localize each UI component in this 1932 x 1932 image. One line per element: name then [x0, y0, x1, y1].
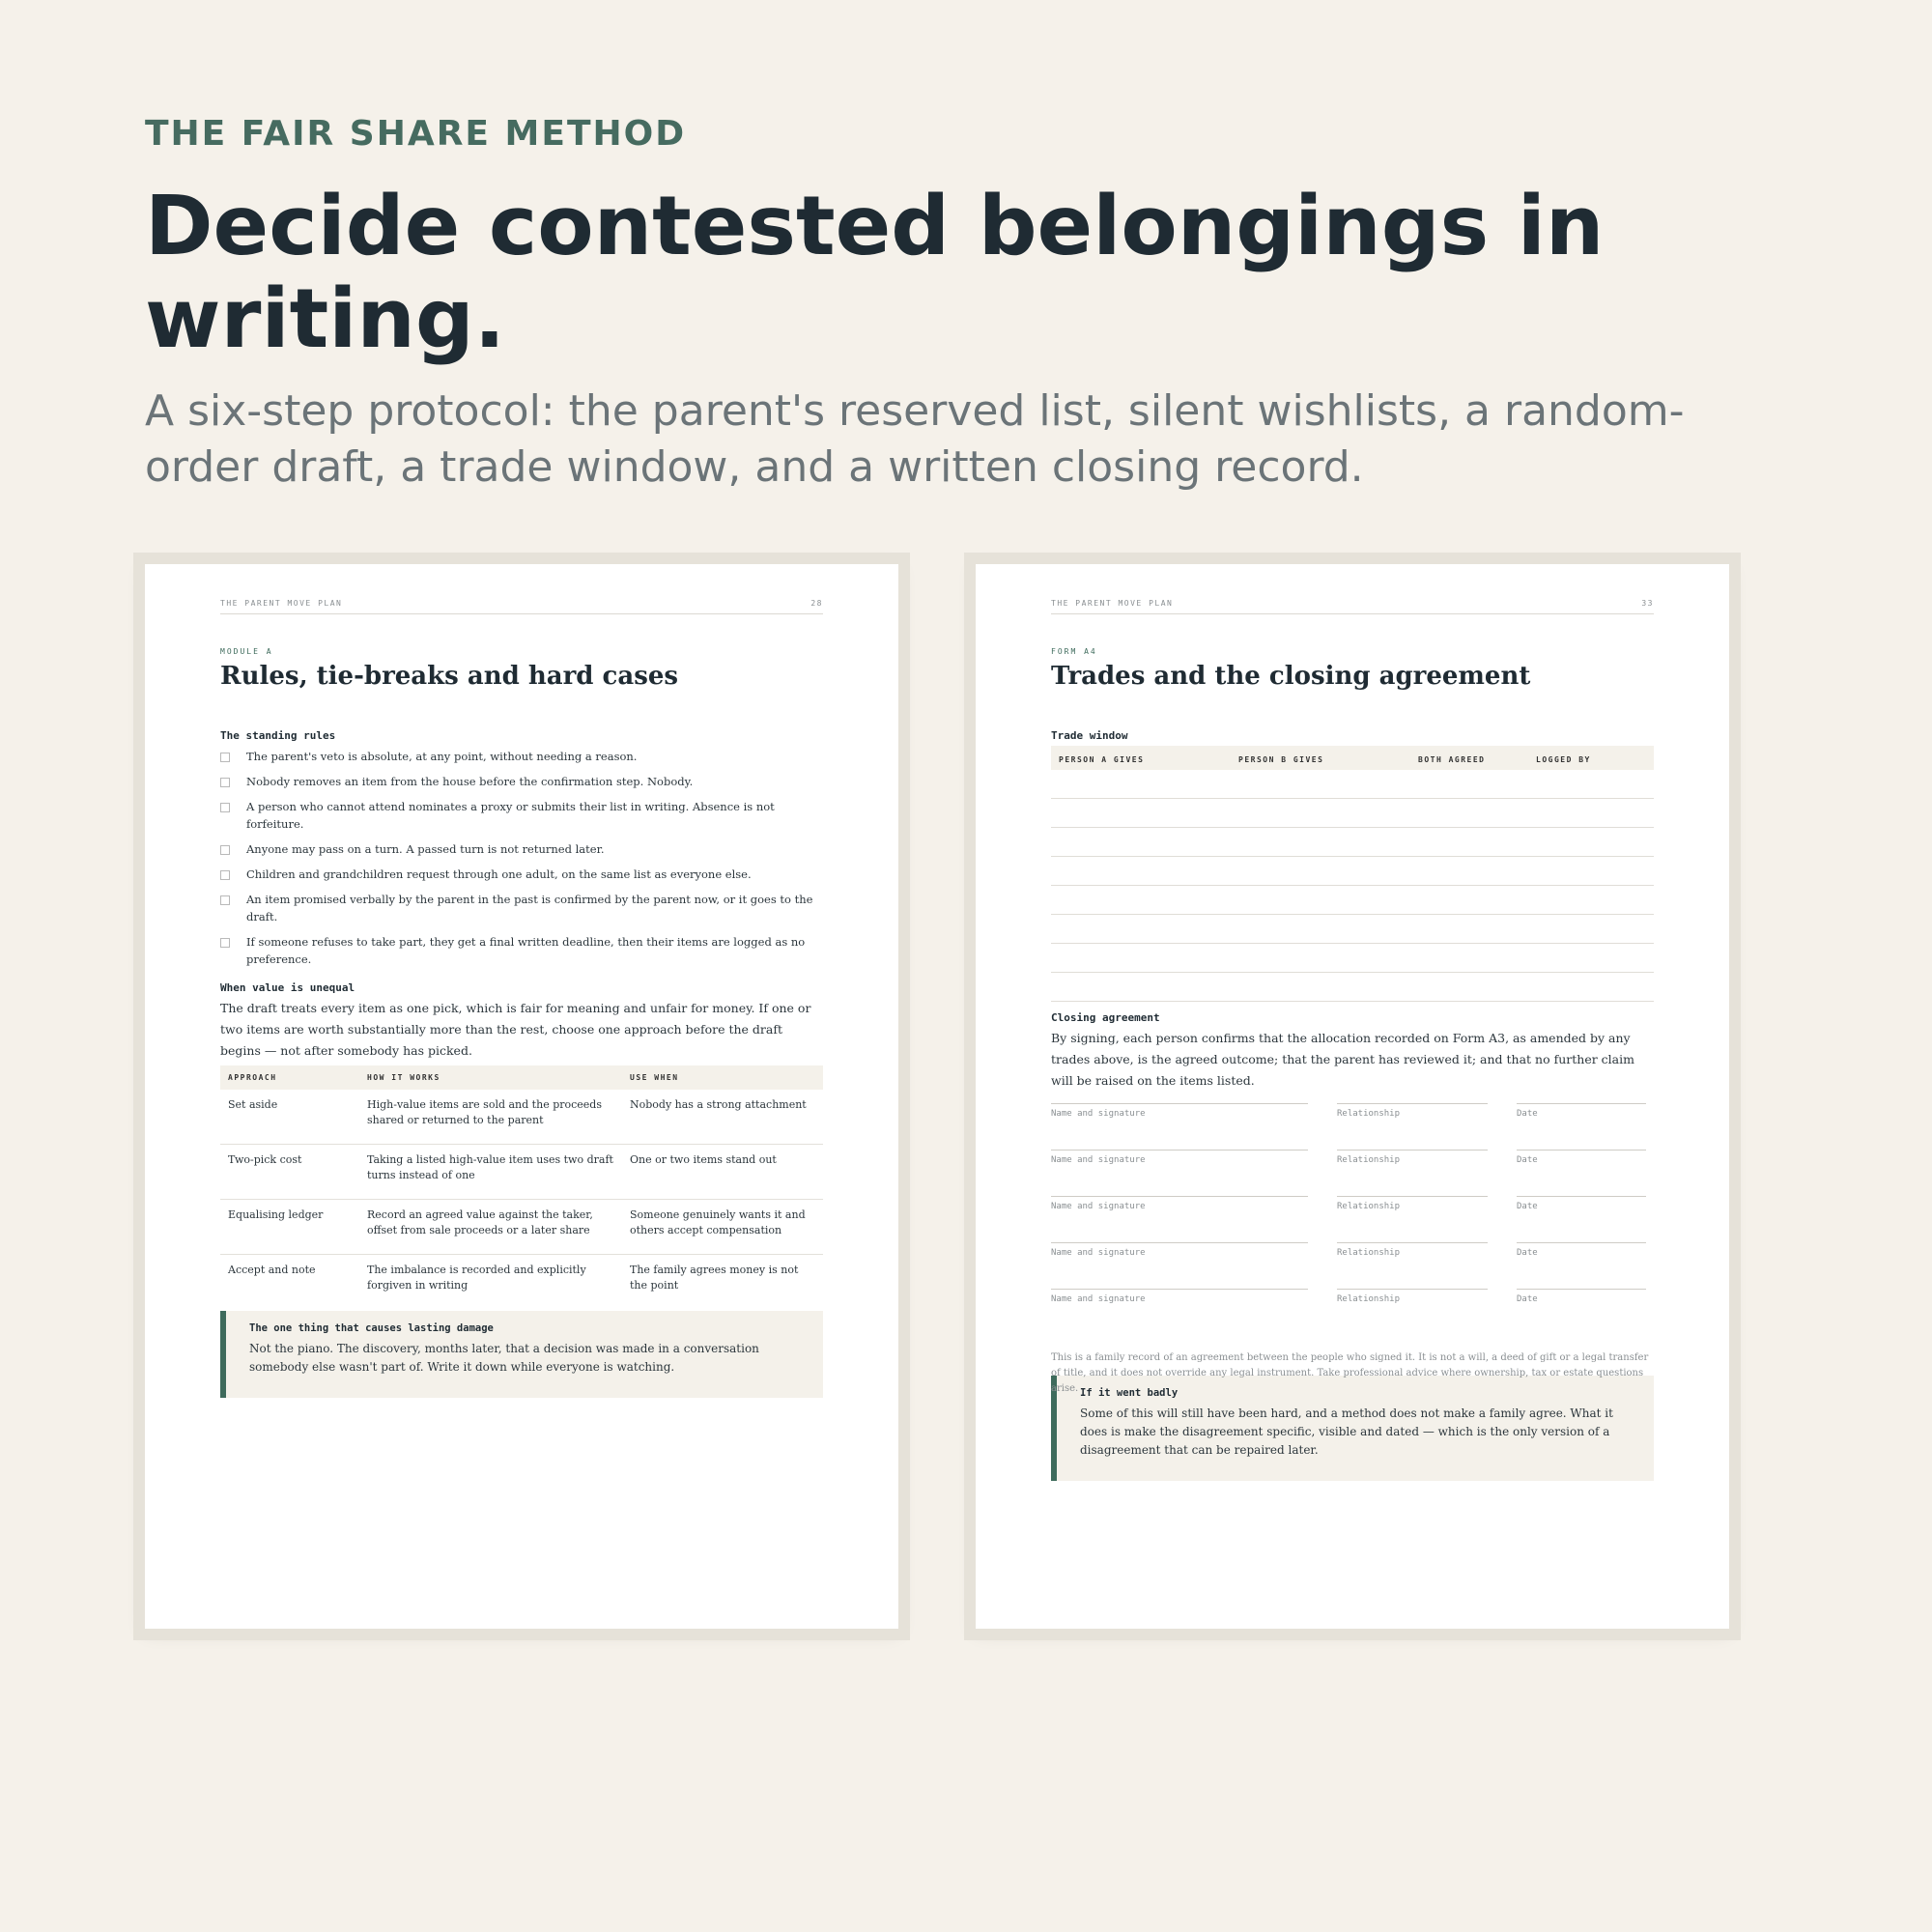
rules-heading: The standing rules: [220, 729, 336, 742]
blank-entry-line[interactable]: [1051, 857, 1654, 886]
table-row[interactable]: [1051, 799, 1654, 828]
date-field[interactable]: Date: [1517, 1289, 1646, 1335]
callout-box: [1051, 1376, 1654, 1481]
checkbox-icon[interactable]: [220, 895, 230, 905]
table-row: [220, 1090, 823, 1145]
table-cell: Equalising ledger: [220, 1200, 359, 1255]
table-row[interactable]: [1051, 828, 1654, 857]
form-kicker: FORM A4: [1051, 647, 1097, 656]
running-head: [1051, 599, 1654, 614]
table-cell: High-value items are sold and the proceeds shared or returned to the parent: [359, 1090, 622, 1145]
signature-row[interactable]: [1051, 1196, 1654, 1242]
rule-item[interactable]: [220, 798, 823, 833]
table-header-row: [220, 1065, 823, 1090]
table-row[interactable]: [1051, 857, 1654, 886]
relationship-field[interactable]: Relationship: [1337, 1289, 1488, 1335]
closing-heading: Closing agreement: [1051, 1011, 1160, 1024]
rule-text: A person who cannot attend nominates a proxy or submits their list in writing. Absence is not forfeiture.: [246, 800, 775, 831]
blank-entry-line[interactable]: [1051, 944, 1654, 973]
rule-text: Anyone may pass on a turn. A passed turn is not returned later.: [246, 842, 605, 856]
rule-item[interactable]: [220, 840, 823, 858]
table-cell: Record an agreed value against the taker, offset from sale proceeds or a later share: [359, 1200, 622, 1255]
page-title: Rules, tie-breaks and hard cases: [220, 662, 679, 691]
table-cell: Set aside: [220, 1090, 359, 1145]
blank-entry-line[interactable]: [1051, 828, 1654, 857]
approach-table: [220, 1065, 823, 1309]
right-page: [976, 564, 1729, 1629]
signature-field[interactable]: Name and signature: [1051, 1196, 1308, 1242]
table-cell: The family agrees money is not the point: [630, 1264, 799, 1292]
blank-entry-line[interactable]: [1051, 770, 1654, 799]
checkbox-icon[interactable]: [220, 803, 230, 812]
column-header: USE WHEN: [622, 1065, 823, 1090]
fine-print: This is a family record of an agreement between the people who signed it. It is not a will, a deed of gift or a legal transfer of title, and it does not override any legal instrument. Take professional advice where ownership, tax or estate questions arise.: [1051, 1352, 1649, 1394]
rules-list: [220, 748, 823, 968]
table-row: [220, 1145, 823, 1200]
table-cell: Two-pick cost: [220, 1145, 359, 1200]
running-head: [220, 599, 823, 614]
checkbox-icon[interactable]: [220, 778, 230, 787]
checkbox-icon[interactable]: [220, 870, 230, 880]
date-field[interactable]: Date: [1517, 1196, 1646, 1242]
relationship-field[interactable]: Relationship: [1337, 1103, 1488, 1150]
callout-body: Some of this will still have been hard, and a method does not make a family agree. What it does is make the disagreement specific, visible and dated — which is the only version of a disagreement that can be repaired later.: [1080, 1406, 1613, 1457]
running-head-title: THE PARENT MOVE PLAN: [1051, 599, 1174, 608]
rule-item[interactable]: [220, 933, 823, 968]
relationship-field[interactable]: Relationship: [1337, 1242, 1488, 1289]
rule-text: The parent's veto is absolute, at any point, without needing a reason.: [246, 750, 638, 763]
table-row[interactable]: [1051, 770, 1654, 799]
subhead: A six-step protocol: the parent's reserved list, silent wishlists, a random-order draft, a trade window, and a written closing record.: [145, 386, 1685, 492]
left-page: [145, 564, 898, 1629]
table-row[interactable]: [1051, 886, 1654, 915]
rule-text: An item promised verbally by the parent in the past is confirmed by the parent now, or it goes to the draft.: [246, 893, 813, 923]
value-text: The draft treats every item as one pick, which is fair for meaning and unfair for money. If one or two items are worth substantially more than the rest, choose one approach before the draft begins — not after somebody has picked.: [220, 1001, 811, 1058]
column-header: LOGGED BY: [1528, 746, 1654, 770]
signature-row[interactable]: [1051, 1289, 1654, 1335]
rule-text: Children and grandchildren request through one adult, on the same list as everyone else.: [246, 867, 752, 881]
rule-text: If someone refuses to take part, they get a final written deadline, then their items are logged as no preference.: [246, 935, 806, 966]
closing-text: By signing, each person confirms that the allocation recorded on Form A3, as amended by any trades above, is the agreed outcome; that the parent has reviewed it; and that no further claim will be raised on the items listed.: [1051, 1031, 1634, 1088]
signature-row[interactable]: [1051, 1103, 1654, 1150]
signature-field[interactable]: Name and signature: [1051, 1150, 1308, 1196]
rule-item[interactable]: [220, 748, 823, 765]
checkbox-icon[interactable]: [220, 845, 230, 855]
trade-table: [1051, 746, 1654, 1002]
page-number: 28: [810, 599, 823, 608]
value-heading: When value is unequal: [220, 981, 355, 994]
table-row[interactable]: [1051, 944, 1654, 973]
date-field[interactable]: Date: [1517, 1103, 1646, 1150]
date-field[interactable]: Date: [1517, 1150, 1646, 1196]
eyebrow: THE FAIR SHARE METHOD: [145, 114, 687, 154]
table-row: [220, 1200, 823, 1255]
hero: [145, 114, 1787, 496]
module-kicker: MODULE A: [220, 647, 273, 656]
signature-field[interactable]: Name and signature: [1051, 1242, 1308, 1289]
page-title: Trades and the closing agreement: [1051, 662, 1531, 691]
callout-title: If it went badly: [1080, 1387, 1179, 1399]
table-cell: Taking a listed high-value item uses two draft turns instead of one: [359, 1145, 622, 1200]
blank-entry-line[interactable]: [1051, 973, 1654, 1002]
column-header: HOW IT WORKS: [359, 1065, 622, 1090]
table-header-row: [1051, 746, 1654, 770]
table-row[interactable]: [1051, 915, 1654, 944]
relationship-field[interactable]: Relationship: [1337, 1196, 1488, 1242]
date-field[interactable]: Date: [1517, 1242, 1646, 1289]
trade-heading: Trade window: [1051, 729, 1128, 742]
column-header: PERSON B GIVES: [1231, 746, 1410, 770]
callout-title: The one thing that causes lasting damage: [249, 1322, 494, 1334]
callout-box: [220, 1311, 823, 1398]
column-header: PERSON A GIVES: [1051, 746, 1231, 770]
rule-item[interactable]: [220, 891, 823, 925]
callout-body: Not the piano. The discovery, months later, that a decision was made in a conversation somebody else wasn't part of. Write it down while everyone is watching.: [249, 1342, 759, 1374]
table-cell: One or two items stand out: [622, 1145, 823, 1200]
column-header: APPROACH: [220, 1065, 359, 1090]
rule-item[interactable]: [220, 866, 823, 883]
headline: Decide contested belongings in writing.: [145, 179, 1605, 367]
checkbox-icon[interactable]: [220, 938, 230, 948]
blank-entry-line[interactable]: [1051, 799, 1654, 828]
table-cell: Nobody has a strong attachment: [622, 1090, 823, 1145]
blank-entry-line[interactable]: [1051, 915, 1654, 944]
page-number: 33: [1641, 599, 1654, 608]
checkbox-icon[interactable]: [220, 753, 230, 762]
signature-row[interactable]: [1051, 1242, 1654, 1289]
signature-field[interactable]: Name and signature: [1051, 1289, 1308, 1335]
column-header: BOTH AGREED: [1410, 746, 1528, 770]
running-head-title: THE PARENT MOVE PLAN: [220, 599, 343, 608]
table-cell: The imbalance is recorded and explicitly forgiven in writing: [367, 1264, 586, 1292]
table-cell: Accept and note: [228, 1264, 316, 1276]
rule-text: Nobody removes an item from the house before the confirmation step. Nobody.: [246, 775, 694, 788]
signature-field[interactable]: Name and signature: [1051, 1103, 1308, 1150]
table-cell: Someone genuinely wants it and others accept compensation: [622, 1200, 823, 1255]
table-row: [220, 1255, 823, 1310]
rule-item[interactable]: [220, 773, 823, 790]
relationship-field[interactable]: Relationship: [1337, 1150, 1488, 1196]
table-row[interactable]: [1051, 973, 1654, 1002]
blank-entry-line[interactable]: [1051, 886, 1654, 915]
signature-row[interactable]: [1051, 1150, 1654, 1196]
signature-block: [1051, 1103, 1654, 1335]
